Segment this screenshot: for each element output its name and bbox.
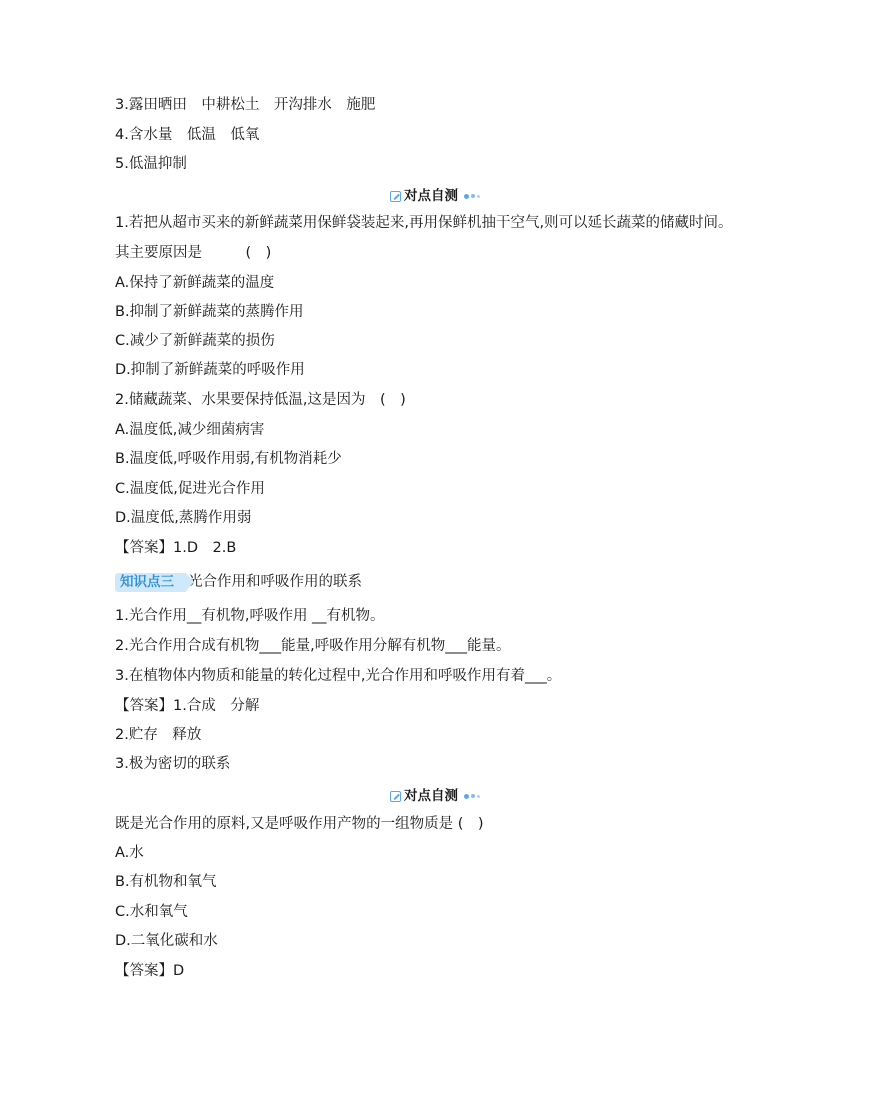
question-1-option-d: D.抑制了新鲜蔬菜的呼吸作用 (115, 362, 305, 378)
self-test-heading-2 (0, 786, 870, 808)
kp-item-2: 2.光合作用合成有机物___能量,呼吸作用分解有机物___能量。 (115, 638, 511, 654)
self-test-1-answer: 【答案】1.D 2.B (115, 540, 237, 556)
question-2-option-a: A.温度低,减少细菌病害 (115, 422, 265, 438)
kp-item-1: 1.光合作用__有机物,呼吸作用 __有机物。 (115, 608, 385, 624)
section1-answer-3: 3.露田晒田 中耕松土 开沟排水 施肥 (115, 97, 376, 113)
self-test-heading-text: 对点自测 (404, 788, 458, 804)
question-1-option-a: A.保持了新鲜蔬菜的温度 (115, 275, 275, 291)
self-test-heading-text: 对点自测 (404, 188, 458, 204)
dots-icon (464, 194, 480, 199)
kp-answer-3: 3.极为密切的联系 (115, 756, 231, 772)
question-3-option-d: D.二氧化碳和水 (115, 933, 218, 949)
kp-item-3: 3.在植物体内物质和能量的转化过程中,光合作用和呼吸作用有着___。 (115, 668, 562, 684)
question-3: 既是光合作用的原料,又是呼吸作用产物的一组物质是 ( ) (115, 816, 484, 832)
kp-answer-2: 2.贮存 释放 (115, 727, 202, 743)
question-2-option-c: C.温度低,促进光合作用 (115, 481, 265, 497)
question-3-option-b: B.有机物和氧气 (115, 874, 217, 890)
self-test-heading-1 (0, 186, 870, 208)
knowledge-point-badge: 知识点三 (115, 573, 186, 592)
section1-answer-5: 5.低温抑制 (115, 156, 187, 172)
section1-answer-4: 4.含水量 低温 低氧 (115, 127, 260, 143)
knowledge-point-title: 光合作用和呼吸作用的联系 (188, 574, 362, 590)
question-2-option-d: D.温度低,蒸腾作用弱 (115, 510, 252, 526)
question-2: 2.储藏蔬菜、水果要保持低温,这是因为 ( ) (115, 392, 406, 408)
pen-icon (390, 791, 401, 802)
question-2-option-b: B.温度低,呼吸作用弱,有机物消耗少 (115, 451, 342, 467)
question-3-option-a: A.水 (115, 845, 144, 861)
pen-icon (390, 191, 401, 202)
question-1-option-b: B.抑制了新鲜蔬菜的蒸腾作用 (115, 304, 304, 320)
dots-icon (464, 794, 480, 799)
question-3-option-c: C.水和氧气 (115, 904, 188, 920)
knowledge-point-header (115, 572, 362, 592)
kp-answer-1: 【答案】1.合成 分解 (115, 698, 260, 714)
question-1-line-2: 其主要原因是 ( ) (115, 245, 272, 261)
question-1-line-1: 1.若把从超市买来的新鲜蔬菜用保鲜袋装起来,再用保鲜机抽干空气,则可以延长蔬菜的储藏时间。 (115, 215, 733, 231)
question-1-option-c: C.减少了新鲜蔬菜的损伤 (115, 333, 275, 349)
self-test-2-answer: 【答案】D (115, 963, 185, 979)
